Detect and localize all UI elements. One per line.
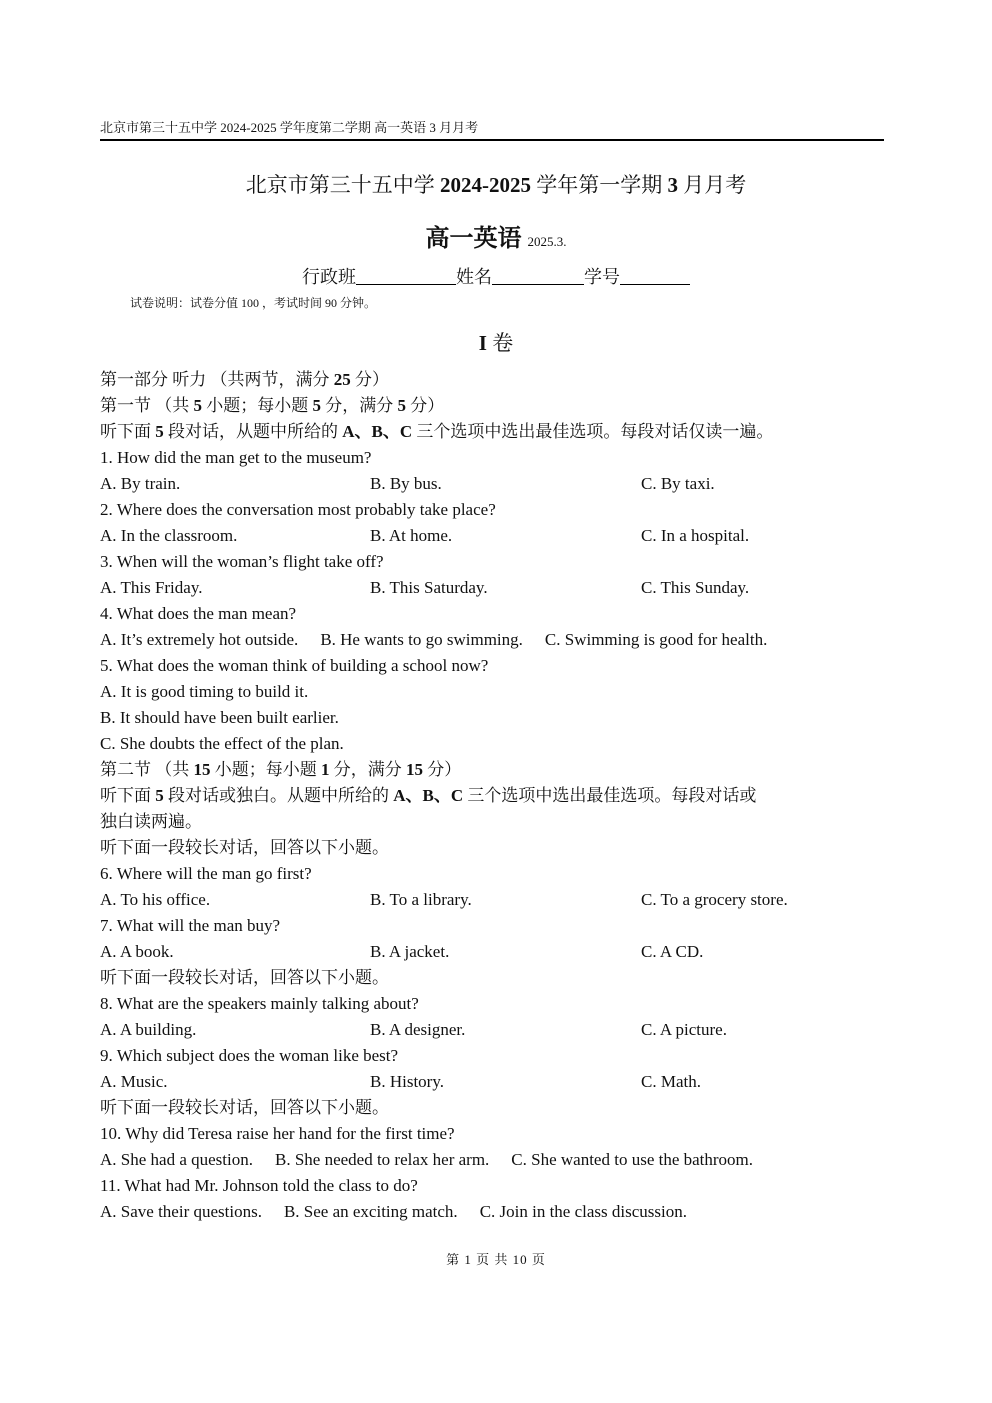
option-c: C. A picture. bbox=[641, 1020, 727, 1039]
name-label: 姓名 bbox=[456, 267, 492, 287]
question-11: 11. What had Mr. Johnson told the class to do? bbox=[100, 1176, 418, 1195]
exam-content bbox=[100, 367, 890, 1225]
class-label: 行政班 bbox=[302, 267, 356, 287]
option-c: C. A CD. bbox=[641, 942, 704, 961]
question-1-options bbox=[100, 471, 890, 497]
exam-note: 试卷说明：试卷分值 100 ，考试时间 90 分钟。 bbox=[130, 296, 377, 310]
question-8: 8. What are the speakers mainly talking about? bbox=[100, 994, 419, 1013]
option-c: C. Math. bbox=[641, 1072, 701, 1091]
question-9-options bbox=[100, 1069, 890, 1095]
option-b: B. By bus. bbox=[370, 474, 442, 493]
exam-title: 北京市第三十五中学 2024-2025 学年第一学期 3 月月考 bbox=[245, 173, 747, 197]
question-2-options bbox=[100, 523, 890, 549]
part1-heading: 第一部分 听力 （共两节，满分 25 分） bbox=[100, 370, 389, 389]
option-a: A. It is good timing to build it. bbox=[100, 682, 309, 701]
question-7: 7. What will the man buy? bbox=[100, 916, 281, 935]
section2-instructions-cont: 独白读两遍。 bbox=[100, 812, 202, 831]
question-5: 5. What does the woman think of building a school now? bbox=[100, 656, 489, 675]
question-9: 9. Which subject does the woman like best? bbox=[100, 1046, 399, 1065]
option-b: B. History. bbox=[370, 1072, 444, 1091]
long-dialog-instruction: 听下面一段较长对话，回答以下小题。 bbox=[100, 838, 389, 857]
page-header: 北京市第三十五中学 2024-2025 学年度第二学期 高一英语 3 月月考 bbox=[100, 118, 884, 141]
option-b: B. A jacket. bbox=[370, 942, 450, 961]
option-c: C. This Sunday. bbox=[641, 578, 750, 597]
option-a: A. Music. bbox=[100, 1072, 168, 1091]
question-11-options bbox=[100, 1199, 890, 1225]
option-c: C. To a grocery store. bbox=[641, 890, 788, 909]
option-b: B. He wants to go swimming. bbox=[320, 630, 523, 649]
option-a: A. She had a question. bbox=[100, 1150, 253, 1169]
question-6: 6. Where will the man go first? bbox=[100, 864, 312, 883]
student-info-line bbox=[0, 264, 992, 290]
option-a: A. Save their questions. bbox=[100, 1202, 262, 1221]
option-c: C. In a hospital. bbox=[641, 526, 750, 545]
question-10-options bbox=[100, 1147, 890, 1173]
question-10: 10. Why did Teresa raise her hand for the first time? bbox=[100, 1124, 455, 1143]
option-b: B. At home. bbox=[370, 526, 453, 545]
option-c: C. She wanted to use the bathroom. bbox=[511, 1150, 754, 1169]
long-dialog-instruction: 听下面一段较长对话，回答以下小题。 bbox=[100, 968, 389, 987]
name-blank bbox=[492, 266, 584, 285]
question-4-options bbox=[100, 627, 890, 653]
section-title: I 卷 bbox=[478, 331, 514, 355]
option-b: B. It should have been built earlier. bbox=[100, 708, 339, 727]
question-3-options bbox=[100, 575, 890, 601]
section2-heading: 第二节 （共 15 小题；每小题 1 分，满分 15 分） bbox=[100, 760, 462, 779]
option-a: A. By train. bbox=[100, 474, 181, 493]
section1-instructions: 听下面 5 段对话，从题中所给的 A、B、C 三个选项中选出最佳选项。每段对话仅读一遍。 bbox=[100, 422, 774, 441]
section2-instructions: 听下面 5 段对话或独白。从题中所给的 A、B、C 三个选项中选出最佳选项。每段对话或 bbox=[100, 786, 757, 805]
option-b: B. See an exciting match. bbox=[283, 1202, 458, 1221]
class-blank bbox=[356, 266, 456, 285]
long-dialog-instruction: 听下面一段较长对话，回答以下小题。 bbox=[100, 1098, 389, 1117]
section1-heading: 第一节 （共 5 小题；每小题 5 分，满分 5 分） bbox=[100, 396, 445, 415]
option-b: B. This Saturday. bbox=[370, 578, 488, 597]
question-4: 4. What does the man mean? bbox=[100, 604, 297, 623]
option-b: B. A designer. bbox=[370, 1020, 466, 1039]
id-blank bbox=[620, 266, 690, 285]
option-c: C. By taxi. bbox=[641, 474, 715, 493]
page-number: 第 1 页 共 10 页 bbox=[446, 1252, 546, 1267]
exam-date: 2025.3. bbox=[527, 234, 567, 249]
option-a: A. A book. bbox=[100, 942, 174, 961]
option-a: A. It’s extremely hot outside. bbox=[100, 630, 299, 649]
option-b: B. To a library. bbox=[370, 890, 472, 909]
question-2: 2. Where does the conversation most probably take place? bbox=[100, 500, 496, 519]
id-label: 学号 bbox=[584, 267, 620, 287]
option-c: C. She doubts the effect of the plan. bbox=[100, 734, 344, 753]
option-c: C. Swimming is good for health. bbox=[544, 630, 768, 649]
question-6-options bbox=[100, 887, 890, 913]
question-3: 3. When will the woman’s flight take off? bbox=[100, 552, 384, 571]
subject-title: 高一英语 2025.3. bbox=[425, 226, 567, 252]
option-a: A. To his office. bbox=[100, 890, 211, 909]
question-8-options bbox=[100, 1017, 890, 1043]
option-a: A. A building. bbox=[100, 1020, 197, 1039]
option-a: A. This Friday. bbox=[100, 578, 203, 597]
question-7-options bbox=[100, 939, 890, 965]
option-b: B. She needed to relax her arm. bbox=[274, 1150, 490, 1169]
option-c: C. Join in the class discussion. bbox=[479, 1202, 687, 1221]
option-a: A. In the classroom. bbox=[100, 526, 238, 545]
question-1: 1. How did the man get to the museum? bbox=[100, 448, 372, 467]
